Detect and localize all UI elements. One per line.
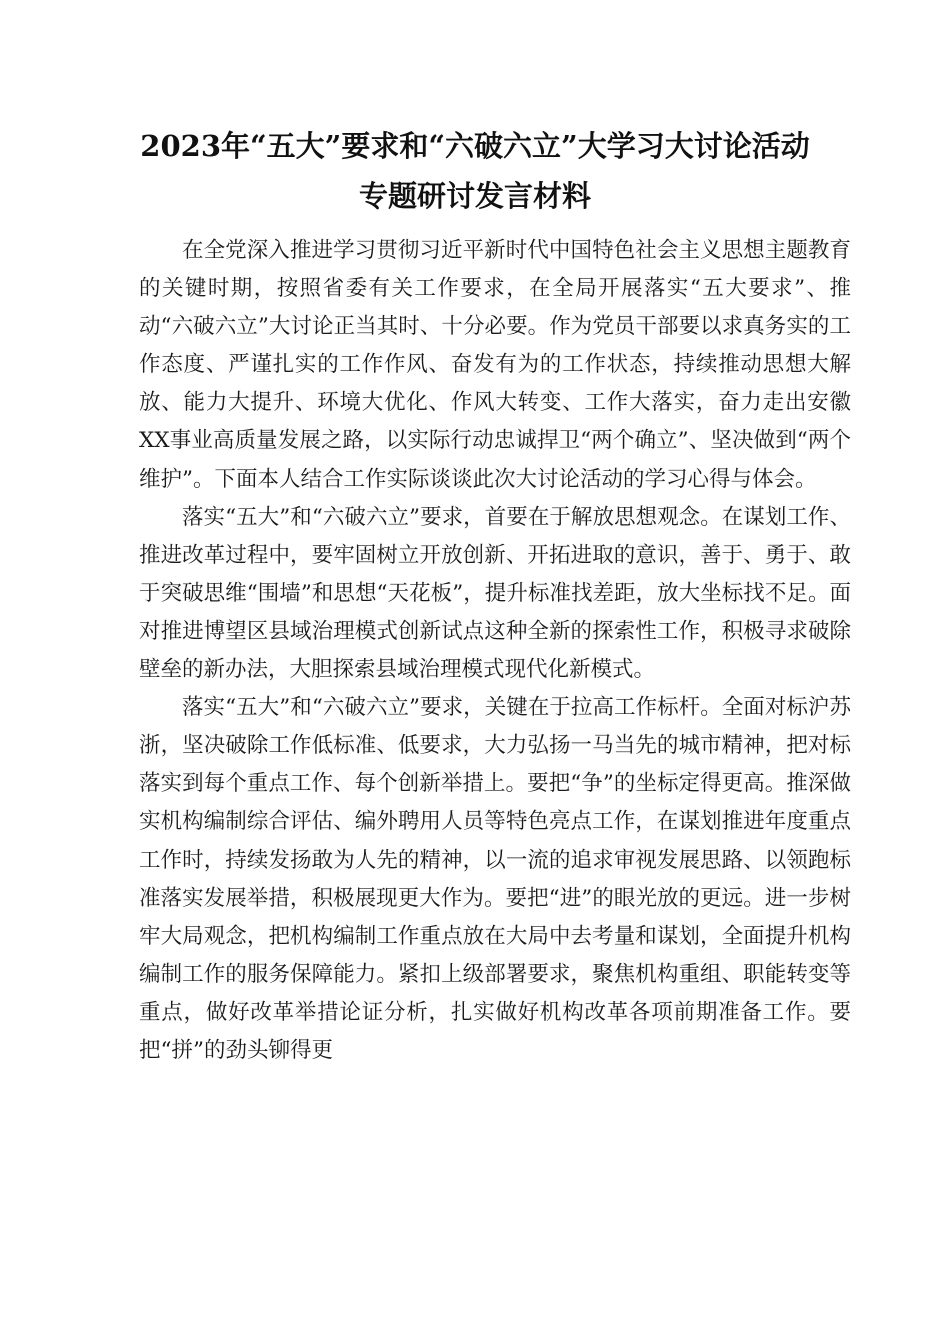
document-title-line-2: 专题研讨发言材料 (358, 179, 591, 213)
body-paragraph-3: 落实“五大”和“六破六立”要求，关键在于拉高工作标杆。全面对标沪苏浙，坚决破除工作低标准、低要求，大力弘扬一马当先的城市精神，把对标落实到每个重点工作、每个创新举措上。要把“争”的坐标定得更高。推深做实机构编制综合评估、编外聘用人员等特色亮点工作，在谋划推进年度重点工作时，持续发扬敢为人先的精神，以一流的追求审视发展思路、以领跑标准落实发展举措，积极展现更大作为。要把“进”的眼光放的更远。进一步树牢大局观念，把机构编制工作重点放在大局中去考量和谋划，全面提升机构编制工作的服务保障能力。紧扣上级部署要求，聚焦机构重组、职能转变等重点，做好改革举措论证分析，扎实做好机构改革各项前期准备工作。要把“拼”的劲头铆得更 (139, 695, 851, 1063)
document-title-line-1: 2023年“五大”要求和“六破六立”大学习大讨论活动 (140, 129, 810, 163)
body-paragraph-1: 在全党深入推进学习贯彻习近平新时代中国特色社会主义思想主题教育的关键时期，按照省委有关工作要求，在全局开展落实“五大要求”、推动“六破六立”大讨论正当其时、十分必要。作为党员干部要以求真务实的工作态度、严谨扎实的工作作风、奋发有为的工作状态，持续推动思想大解放、能力大提升、环境大优化、作风大转变、工作大落实，奋力走出安徽XX事业高质量发展之路，以实际行动忠诚捍卫“两个确立”、坚决做到“两个维护”。下面本人结合工作实际谈谈此次大讨论活动的学习心得与体会。 (139, 238, 851, 492)
document-body (139, 232, 851, 1070)
body-paragraph-2: 落实“五大”和“六破六立”要求，首要在于解放思想观念。在谋划工作、推进改革过程中，要牢固树立开放创新、开拓进取的意识，善于、勇于、敢于突破思维“围墙”和思想“天花板”，提升标准找差距，放大坐标找不足。面对推进博望区县域治理模式创新试点这种全新的探索性工作，积极寻求破除壁垒的新办法，大胆探索县域治理模式现代化新模式。 (139, 504, 851, 683)
